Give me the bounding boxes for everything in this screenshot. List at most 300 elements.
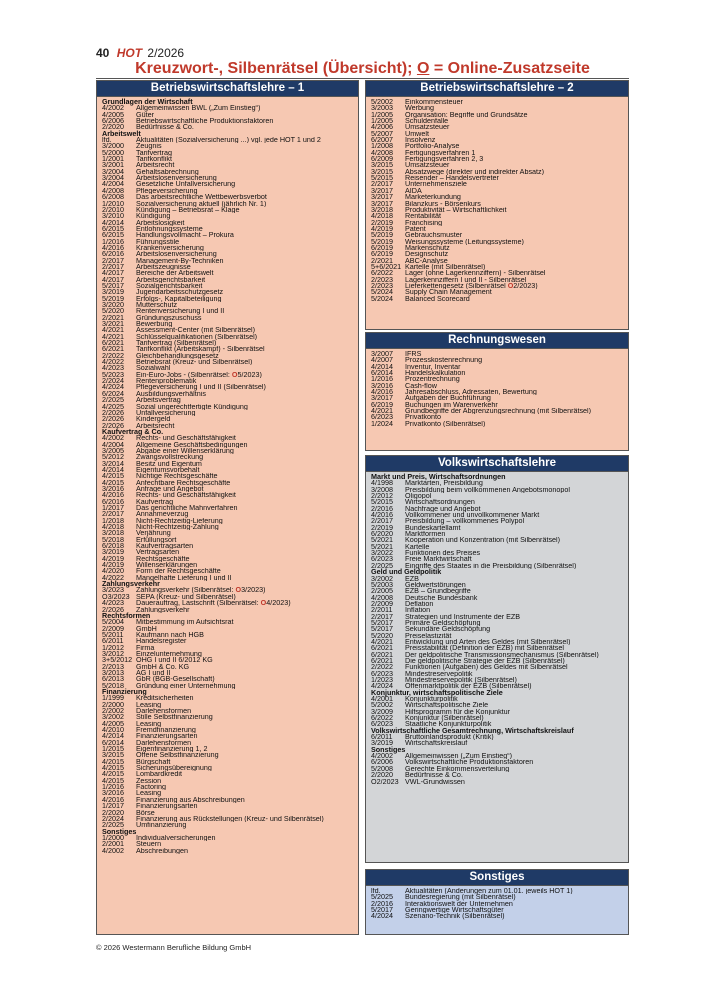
topic-title: ABC-Analyse xyxy=(405,257,448,264)
topic-title: SEPA (Kreuz- und Silbenrätsel) xyxy=(136,593,236,601)
topic-title: Individualversicherungen xyxy=(136,834,216,842)
topic-title: Gebrauchsmuster xyxy=(405,232,463,239)
issue-code: 6/2015 xyxy=(102,225,124,233)
topic-title: Prozesskostenrechnung xyxy=(405,357,483,364)
issue-code: 4/2015 xyxy=(102,758,124,766)
topic-title-suffix: 2/2023) xyxy=(513,282,538,290)
issue-code: 2/2020 xyxy=(102,124,124,131)
topic-title: Rentenproblematik xyxy=(136,378,197,385)
issue-number: 2/2026 xyxy=(147,46,185,60)
issue-code: 3/2010 xyxy=(102,213,124,220)
topic-title: Nachfrage und Angebot xyxy=(405,505,481,513)
topic-title: Balanced Scorecard xyxy=(405,295,470,302)
section-heading: Volkswirtschaftslehre xyxy=(366,456,628,472)
topic-entry xyxy=(102,848,354,854)
topic-title: Marketerkundung xyxy=(405,194,461,201)
topic-title: Kaufvertrag xyxy=(136,498,174,505)
topic-title: Zeugnis xyxy=(136,143,162,150)
issue-code: 6/2023 xyxy=(371,721,393,728)
topic-title: Nicht-Rechtzeitig-Lieferung xyxy=(136,517,223,525)
issue-code: 2/2022 xyxy=(371,664,393,671)
issue-code: 5/2017 xyxy=(371,626,393,633)
issue-code: 5/2017 xyxy=(102,282,124,290)
issue-code: 1/2008 xyxy=(371,143,393,150)
issue-code: 5/2017 xyxy=(371,907,393,914)
issue-code: 2/2017 xyxy=(371,181,393,188)
topic-title: Börse xyxy=(136,809,155,816)
issue-code: 6/2019 xyxy=(371,244,393,252)
issue-code: 4/2022 xyxy=(102,359,124,366)
issue-code: 6/2024 xyxy=(102,390,124,398)
topic-entry xyxy=(371,779,624,785)
issue-code: 1/2000 xyxy=(102,834,124,842)
topic-title: Bedürfnisse & Co. xyxy=(136,124,194,131)
topic-title: Finanzierung aus Abschreibungen xyxy=(136,796,245,804)
issue-code: 5/2023 xyxy=(102,371,124,379)
issue-code: 2/2026 xyxy=(102,416,124,423)
topic-title: Konjunkturpolitik xyxy=(405,696,458,703)
issue-code: 2/2026 xyxy=(102,422,124,429)
topic-title: Unfallversicherung xyxy=(136,409,196,417)
issue-code: 6/2016 xyxy=(102,498,124,505)
topic-title: IFRS xyxy=(405,351,422,358)
title-part-1: Kreuzwort-, Silbenrätsel (Übersicht); xyxy=(135,60,413,77)
subsection-heading: Zahlungsverkehr xyxy=(102,579,160,589)
topic-title: Inflation xyxy=(405,607,431,614)
issue-code: 4/2017 xyxy=(102,276,124,283)
issue-code: 5/2004 xyxy=(102,619,124,626)
topic-title: Eingriffe des Staates in die Preisbildung (Silbenrätsel) xyxy=(405,562,577,570)
issue-code: 4/2018 xyxy=(371,213,393,220)
issue-code: 1/2010 xyxy=(102,200,124,207)
topic-title: Zahlungsverkehr (Silbenrätsel: xyxy=(136,587,236,594)
issue-code: 2/2010 xyxy=(102,206,124,214)
subsection-heading: Arbeitswelt xyxy=(102,128,141,138)
issue-code: 5/2024 xyxy=(371,295,393,302)
topic-title: Fertigungsverfahren 2, 3 xyxy=(405,156,484,163)
topic-title: Portfolio-Analyse xyxy=(405,143,460,150)
issue-code: 2/2009 xyxy=(102,625,124,632)
topic-title: Offene Selbstfinanzierung xyxy=(136,752,219,759)
topic-title: Unternehmensziele xyxy=(405,181,467,188)
topic-title: Eigenfinanzierung 1, 2 xyxy=(136,746,208,753)
issue-code: 2/2012 xyxy=(371,493,393,500)
topic-title: Zession xyxy=(136,777,162,785)
issue-code: 6/2019 xyxy=(371,401,393,409)
issue-code: 1/2005 xyxy=(371,111,393,119)
issue-code: 3/2016 xyxy=(102,790,124,797)
issue-code: 2/2001 xyxy=(102,841,124,848)
topic-title: AIDA xyxy=(405,187,422,195)
issue-code: 6/2006 xyxy=(371,759,393,766)
topic-title: Ausbildungsverhältnis xyxy=(136,390,206,398)
issue-code: 1/1999 xyxy=(102,695,124,702)
subsection-heading: Markt und Preis, Wirtschaftsordnungen xyxy=(371,472,506,481)
issue-code: 4/2002 xyxy=(371,753,393,760)
issue-code: 6/2014 xyxy=(371,370,393,377)
issue-code: 2/2013 xyxy=(102,663,124,670)
topic-title: Handelskalkulation xyxy=(405,370,466,377)
issue-code: 2/2016 xyxy=(371,900,393,908)
issue-code: 6/2011 xyxy=(371,734,393,741)
issue-code: 4/2005 xyxy=(102,111,124,119)
topic-title: Allgemeinwissen („Zum Einstieg“) xyxy=(405,753,513,760)
issue-code: 3/2013 xyxy=(102,669,124,677)
issue-code: 3/2015 xyxy=(371,168,393,176)
issue-code: 4/2015 xyxy=(102,473,124,480)
topic-title: Gründung einer Unternehmung xyxy=(136,682,236,689)
issue-code: 4/2019 xyxy=(102,562,124,569)
topic-title: Strategien und Instrumente der EZB xyxy=(405,613,521,620)
online-marker: O xyxy=(231,371,238,379)
subsection-heading: Finanzierung xyxy=(102,686,147,696)
issue-code: 1/2005 xyxy=(371,118,393,125)
topic-title: Assessment-Center (mit Silbenrätsel) xyxy=(136,327,256,334)
issue-code: 3/2016 xyxy=(371,382,393,390)
topic-title: Vollkommener und unvollkommener Markt xyxy=(405,512,540,519)
topic-title: Ein-Euro-Jobs - (Silbenrätsel: xyxy=(136,371,232,379)
topic-title-suffix: 3/2023) xyxy=(241,587,266,594)
topic-title: Franchising xyxy=(405,219,443,226)
issue-code: 2/2026 xyxy=(102,409,124,417)
topic-title: Zahlungsverkehr xyxy=(136,606,190,613)
issue-code: 2/2020 xyxy=(102,809,124,816)
topic-title: Markenschutz xyxy=(405,244,450,252)
topic-title: Wirtschaftspolitische Ziele xyxy=(405,702,489,709)
magazine-logo: HOT xyxy=(116,46,143,60)
issue-code: 6/2020 xyxy=(371,531,393,538)
issue-code: 4/2021 xyxy=(102,327,124,334)
issue-code: 4/2015 xyxy=(102,771,124,778)
issue-code: 6/2015 xyxy=(102,232,124,239)
topic-title: Sozialversicherung aktuell (jährlich Nr. 1) xyxy=(136,200,267,207)
issue-code: 6/2021 xyxy=(102,346,124,353)
issue-code: 4/2015 xyxy=(102,777,124,785)
topic-list xyxy=(97,97,358,854)
topic-title: Darlehensformen xyxy=(136,708,192,715)
topic-title: Allgemeinwissen BWL („Zum Einstieg“) xyxy=(136,105,261,112)
topic-title: EZB xyxy=(405,575,419,582)
topic-title: Management-By-Techniken xyxy=(136,257,224,264)
issue-code: 4/2020 xyxy=(102,568,124,575)
copyright-footer: © 2026 Westermann Berufliche Bildung GmbH xyxy=(96,943,252,952)
issue-code: 3/2014 xyxy=(102,460,124,467)
topic-title: Szenario-Technik (Silbenrätsel) xyxy=(405,913,505,920)
topic-title: Fremdfinanzierung xyxy=(136,727,196,734)
topic-title: Verjährung xyxy=(136,530,171,537)
topic-title: Fertigungsverfahren 1 xyxy=(405,149,476,157)
topic-title: Handlungsvollmacht – Prokura xyxy=(136,232,234,239)
topic-title: Kooperation und Konzentration (mit Silbenrätsel) xyxy=(405,537,561,544)
issue-code: 2/2017 xyxy=(371,518,393,525)
topic-title: Rechtsgeschäfte xyxy=(136,555,190,563)
issue-code: 6/2014 xyxy=(102,739,124,747)
topic-title: Lombardkredit xyxy=(136,771,182,778)
issue-code: 3/2002 xyxy=(371,575,393,582)
topic-title: Aufgaben der Buchführung xyxy=(405,395,491,402)
topic-title: Preisbildung – vollkommenes Polypol xyxy=(405,518,525,525)
topic-title: Lieferkettengesetz (Silbenrätsel xyxy=(405,282,508,290)
topic-title: Rechts- und Geschäftsfähigkeit xyxy=(136,492,236,499)
issue-code: 3/2004 xyxy=(102,168,124,176)
issue-code: 5/2024 xyxy=(371,289,393,296)
issue-code: 2/2017 xyxy=(102,257,124,264)
issue-code: 5/2002 xyxy=(371,99,393,106)
topic-title: Designschutz xyxy=(405,251,449,258)
topic-title: Die geldpolitische Strategie der EZB (Silbenrätsel) xyxy=(405,657,565,665)
topic-title: Betriebsrat (Kreuz- und Silbenrätsel) xyxy=(136,359,253,366)
topic-title: Bruttoinlandsprodukt (Kritik) xyxy=(405,734,494,741)
topic-title: Gehaltsabrechnung xyxy=(136,168,199,176)
topic-title: Gleichbehandlungsgesetz xyxy=(136,352,219,360)
issue-code: 2/2019 xyxy=(371,219,393,226)
topic-title: Offenmarktpolitik der EZB (Silbenrätsel) xyxy=(405,683,532,690)
issue-code: 3/2017 xyxy=(371,194,393,201)
section-heading: Betriebswirtschaftslehre – 2 xyxy=(366,81,628,97)
section-vwl xyxy=(365,455,629,863)
topic-title: VWL-Grundwissen xyxy=(405,778,465,785)
topic-title: GbR (BGB-Gesellschaft) xyxy=(136,676,215,683)
title-part-2: = Online-Zusatzseite xyxy=(433,60,590,77)
topic-title: Leasing xyxy=(136,790,162,797)
issue-code: 6/2011 xyxy=(102,638,124,645)
topic-title: Deflation xyxy=(405,600,434,608)
issue-code: 3/2021 xyxy=(102,321,124,328)
issue-code: 5/2021 xyxy=(371,543,393,551)
subsection-heading: Volkswirtschaftliche Gesamtrechnung, Wirtschaftskreislauf xyxy=(371,725,574,735)
issue-code: 1/2012 xyxy=(102,644,124,651)
topic-title: Umsatzsteuer xyxy=(405,124,450,131)
topic-list xyxy=(366,349,628,427)
topic-title: Bilanzkurs - Börsenkurs xyxy=(405,200,481,207)
issue-code: 4/2006 xyxy=(371,124,393,131)
topic-title: Eigentumsvorbehalt xyxy=(136,466,200,474)
issue-code: 4/2016 xyxy=(102,796,124,804)
page-number: 40 xyxy=(96,46,110,60)
issue-code: lfd. xyxy=(371,888,381,895)
topic-title: Geringwertige Wirtschaftsgüter xyxy=(405,907,504,914)
topic-title: Volkswirtschaftliche Produktionsfaktoren xyxy=(405,759,534,766)
topic-title: Inventur, Inventar xyxy=(405,363,461,371)
subsection-heading: Grundlagen der Wirtschaft xyxy=(102,97,193,106)
issue-code: 3/2019 xyxy=(102,549,124,556)
topic-title: Patent xyxy=(405,225,426,233)
issue-code: 4/2016 xyxy=(102,244,124,252)
issue-code: 6/2022 xyxy=(371,715,393,722)
issue-code: 3/2012 xyxy=(102,650,124,658)
issue-code: 6/2018 xyxy=(102,543,124,550)
topic-title: Arbeitsvertrag xyxy=(136,397,181,404)
topic-title: Besitz und Eigentum xyxy=(136,460,202,467)
topic-title: Konjunktur (Silbenrätsel) xyxy=(405,715,484,722)
topic-title: Bedürfnisse & Co. xyxy=(405,772,463,779)
issue-code: 5/2018 xyxy=(102,536,124,544)
issue-code: 4/2022 xyxy=(102,574,124,582)
issue-code: 2/2025 xyxy=(102,397,124,404)
issue-code: 1/2001 xyxy=(102,156,124,163)
issue-code: O3/2023 xyxy=(102,593,130,601)
subsection-heading: Kaufvertrag & Co. xyxy=(102,426,164,436)
issue-code: 3/2020 xyxy=(102,302,124,309)
topic-list xyxy=(366,97,628,302)
topic-title: Sicherungsübereignung xyxy=(136,765,212,772)
issue-code: 2/2005 xyxy=(371,588,393,595)
issue-code: 1/2018 xyxy=(102,517,124,525)
topic-title: Nicht-Rechtzeitig-Zahlung xyxy=(136,524,219,531)
topic-title: Geldwertstörungen xyxy=(405,581,466,589)
issue-code: 5/2003 xyxy=(371,581,393,589)
issue-code: 6/2008 xyxy=(102,194,124,201)
issue-code: 4/2014 xyxy=(102,733,124,740)
topic-title: Entwicklung und Arten des Geldes (mit Silbenrätsel) xyxy=(405,638,571,646)
topic-title: Willenserklärungen xyxy=(136,562,198,569)
issue-code: 3/2017 xyxy=(371,200,393,207)
issue-code: 3/2023 xyxy=(102,587,124,594)
issue-code: 4/2005 xyxy=(102,720,124,728)
issue-code: 2/2011 xyxy=(371,607,393,614)
issue-code: 3/2015 xyxy=(102,752,124,759)
topic-title: Arbeitsgerichtsbarkeit xyxy=(136,276,206,283)
topic-title: Rentenversicherung I und II xyxy=(136,308,225,315)
issue-code: 5/2007 xyxy=(371,130,393,138)
topic-title: Hilfsprogramm für die Konjunktur xyxy=(405,708,511,716)
topic-title: Arbeitslosigkeit xyxy=(136,219,185,226)
issue-code: 6/2021 xyxy=(371,651,393,658)
issue-code: 6/2006 xyxy=(102,118,124,125)
issue-code: 4/2021 xyxy=(102,333,124,341)
topic-title: Absatzwege (direkter und indirekter Absatz) xyxy=(405,168,545,176)
issue-code: 4/2016 xyxy=(102,492,124,499)
topic-title: Prozentrechnung xyxy=(405,376,460,383)
topic-title: Führungsstile xyxy=(136,238,180,245)
topic-title: Arbeitsrecht xyxy=(136,162,175,169)
issue-code: 1/2017 xyxy=(102,803,124,810)
issue-code: 2/2025 xyxy=(371,562,393,570)
issue-code: 3/2005 xyxy=(102,447,124,455)
topic-title: Einzelunternehmung xyxy=(136,650,202,658)
topic-title: Tarifkonflikt xyxy=(136,156,172,163)
issue-code: 2/2000 xyxy=(102,701,124,708)
topic-title: Aktualitäten (Sozialversicherung ...) vgl. jede HOT 1 und 2 xyxy=(136,137,321,144)
topic-title: Stille Selbstfinanzierung xyxy=(136,714,213,721)
issue-code: 5/2019 xyxy=(371,232,393,239)
issue-code: 2/2016 xyxy=(371,505,393,513)
issue-code: 3/2016 xyxy=(102,485,124,493)
topic-title: Kündigung – Betriebsrat – Klage xyxy=(136,206,240,214)
topic-title: Sozial ungerechtfertigte Kündigung xyxy=(136,403,248,410)
topic-title: Bewerbung xyxy=(136,321,173,328)
issue-code: 2/2021 xyxy=(371,257,393,264)
issue-code: 2/2009 xyxy=(371,600,393,608)
topic-title: Bundesregierung (mit Silbenrätsel) xyxy=(405,894,516,901)
issue-code: 4/2008 xyxy=(102,187,124,195)
page-title xyxy=(96,60,629,78)
issue-code: 3/2008 xyxy=(371,486,393,494)
issue-code: 3/2019 xyxy=(102,289,124,296)
issue-code: 5/2019 xyxy=(102,295,124,302)
section-rechnungswesen xyxy=(365,332,629,451)
topic-title: Mangelhafte Lieferung I und II xyxy=(136,574,232,582)
issue-code: 5/2015 xyxy=(371,175,393,182)
issue-code: 6/2019 xyxy=(371,251,393,258)
topic-title: Der geldpolitische Transmissionsmechanismus (Silbenrätsel) xyxy=(405,651,599,658)
topic-title: Freie Marktwirtschaft xyxy=(405,556,472,563)
topic-title: Steuern xyxy=(136,841,162,848)
topic-title: Deutsche Bundesbank xyxy=(405,594,478,601)
issue-code: 4/2015 xyxy=(102,479,124,486)
issue-code: 5/2018 xyxy=(102,682,124,689)
topic-title: Wirtschaftsordnungen xyxy=(405,499,475,506)
topic-title: Gesetzliche Unfallversicherung xyxy=(136,181,236,188)
issue-code: 4/2014 xyxy=(102,219,124,226)
section-sonstiges xyxy=(365,869,629,935)
topic-title: Preisstabilität (Definition der EZB) mit Silbenrätsel xyxy=(405,645,564,652)
issue-code: 4/2014 xyxy=(102,466,124,474)
topic-title: Kreditsicherheiten xyxy=(136,695,194,702)
section-heading: Betriebswirtschaftslehre – 1 xyxy=(97,81,358,97)
online-marker: O xyxy=(260,600,267,607)
topic-title: Tarifkonflikt (Arbeitskampf) - Silbenrätsel xyxy=(136,346,265,353)
issue-code: 3/2000 xyxy=(102,143,124,150)
issue-code: 3/2015 xyxy=(371,162,393,169)
issue-code: 4/2021 xyxy=(371,638,393,646)
issue-code: 6/2013 xyxy=(102,676,124,683)
issue-code: 2/2026 xyxy=(102,606,124,613)
topic-title: Tarifvertrag xyxy=(136,149,172,157)
issue-code: 5/2020 xyxy=(102,308,124,315)
topic-title: Arbeitsrecht xyxy=(136,422,175,429)
issue-code: 3/2017 xyxy=(371,395,393,402)
topic-title: Gründungszuschuss xyxy=(136,314,202,322)
issue-code: 6/2016 xyxy=(102,251,124,258)
topic-title: Wirtschaftskreislauf xyxy=(405,740,468,747)
issue-code: 6/2023 xyxy=(371,670,393,677)
issue-code: 4/2024 xyxy=(371,913,393,920)
issue-code: 3/2022 xyxy=(371,550,393,557)
issue-code: 5/2000 xyxy=(102,149,124,157)
issue-code: 4/2002 xyxy=(102,105,124,112)
topic-title: Nichtige Rechtsgeschäfte xyxy=(136,473,218,480)
issue-code: 2/2002 xyxy=(102,708,124,715)
topic-title: Annahmeverzug xyxy=(136,511,189,518)
issue-code: 5/2020 xyxy=(371,632,393,639)
topic-title: Das gerichtliche Mahnverfahren xyxy=(136,505,238,512)
topic-title: Darlehensformen xyxy=(136,739,192,747)
topic-title: Umwelt xyxy=(405,130,429,138)
topic-title: GmbH xyxy=(136,625,157,632)
topic-title: Abschreibungen xyxy=(136,847,188,854)
issue-code: 3/2002 xyxy=(102,714,124,721)
topic-title: Insolvenz xyxy=(405,137,436,144)
issue-code: 2/2017 xyxy=(102,511,124,518)
topic-title: Lagerkennziffern I und II - Silbenrätsel xyxy=(405,276,527,283)
issue-code: 2/2019 xyxy=(371,524,393,532)
title-online-marker: O xyxy=(416,60,430,77)
issue-code: 2/2024 xyxy=(102,378,124,385)
issue-code: 1/2015 xyxy=(102,746,124,753)
issue-code: 4/2008 xyxy=(371,149,393,157)
issue-code: 4/2004 xyxy=(102,441,124,448)
issue-code: 1/2016 xyxy=(102,238,124,245)
issue-code: 1/2017 xyxy=(102,505,124,512)
topic-title: Das arbeitsrechtliche Wettbewerbsverbot xyxy=(136,194,267,201)
topic-title: Kartelle (mit Silbenrätsel) xyxy=(405,263,486,271)
topic-title: Arbeitslosenversicherung xyxy=(136,251,217,258)
issue-code: 4/2019 xyxy=(371,225,393,233)
issue-code: 4/2016 xyxy=(371,389,393,396)
topic-title: Umsatzsteuer xyxy=(405,162,450,169)
issue-code: 3/2017 xyxy=(371,187,393,195)
